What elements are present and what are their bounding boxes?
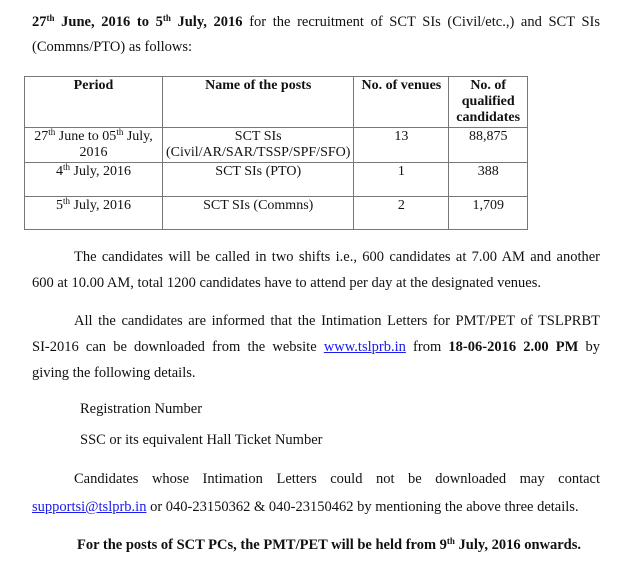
venues-cell: 1 xyxy=(354,163,449,197)
candidates-cell: 1,709 xyxy=(449,197,528,230)
candidates-cell: 388 xyxy=(449,163,528,197)
table-row xyxy=(25,197,528,230)
intro-line-2: (Commns/PTO) as follows: xyxy=(32,39,193,55)
intro-line-1: 27th June, 2016 to 5th July, 2016 for the recruitment of SCT SIs (Civil/etc.,) and SCT SIs xyxy=(32,13,600,30)
header-posts: Name of the posts xyxy=(163,77,354,128)
website-link[interactable]: www.tslprb.in xyxy=(323,339,406,355)
table-header-row xyxy=(25,77,528,128)
schedule-table xyxy=(24,76,528,230)
period-cell: 4th July, 2016 xyxy=(25,163,163,197)
sct-pc-notice: For the posts of SCT PCs, the PMT/PET will be held from 9th July, 2016 onwards. xyxy=(77,536,582,553)
table-row xyxy=(25,128,528,163)
header-venues: No. of venues xyxy=(354,77,449,128)
header-period: Period xyxy=(25,77,163,128)
post-cell: SCT SIs (PTO) xyxy=(163,163,354,197)
shifts-line-2: 600 at 10.00 AM, total 1200 candidates have to attend per day at the designated venues. xyxy=(32,275,541,291)
candidates-cell: 88,875 xyxy=(449,128,528,163)
contact-line-1: Candidates whose Intimation Letters could not be downloaded may contact xyxy=(74,471,600,487)
detail-registration-number: Registration Number xyxy=(80,401,203,417)
shifts-line-1: The candidates will be called in two shifts i.e., 600 candidates at 7.00 AM and another xyxy=(74,249,600,265)
period-cell: 5th July, 2016 xyxy=(25,197,163,230)
venues-cell: 13 xyxy=(354,128,449,163)
contact-line-2: supportsi@tslprb.in or 040-23150362 & 040-23150462 by mentioning the above three details. xyxy=(32,499,579,515)
detail-hall-ticket-number: SSC or its equivalent Hall Ticket Number xyxy=(80,432,323,448)
intimation-line-3: giving the following details. xyxy=(32,365,196,381)
post-cell: SCT SIs (Commns) xyxy=(163,197,354,230)
support-email-link[interactable]: supportsi@tslprb.in xyxy=(32,499,147,515)
post-cell: SCT SIs (Civil/AR/SAR/TSSP/SPF/SFO) xyxy=(163,128,354,163)
intimation-line-2: SI-2016 can be downloaded from the website www.tslprb.in from 18-06-2016 2.00 PM by xyxy=(32,339,601,355)
table-row xyxy=(25,163,528,197)
venues-cell: 2 xyxy=(354,197,449,230)
intimation-line-1: All the candidates are informed that the Intimation Letters for PMT/PET of TSLPRBT xyxy=(74,313,600,329)
period-cell: 27th June to 05th July, 2016 xyxy=(25,128,163,163)
header-candidates: No. of qualified candidates xyxy=(449,77,528,128)
